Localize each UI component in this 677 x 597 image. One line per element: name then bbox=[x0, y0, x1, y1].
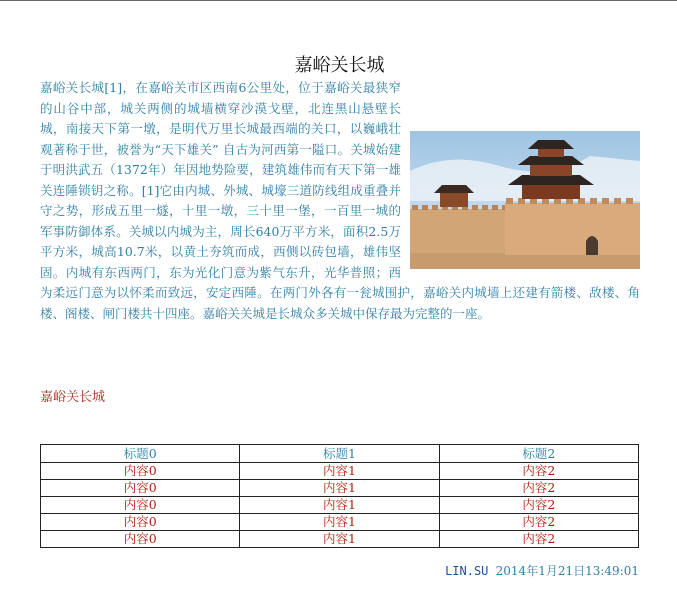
table-cell: 内容0 bbox=[41, 497, 240, 514]
table-row bbox=[41, 480, 639, 497]
content-table bbox=[40, 444, 639, 548]
column-header: 标题1 bbox=[240, 445, 439, 463]
table-cell: 内容0 bbox=[41, 463, 240, 480]
timestamp: 2014年1月21日13:49:01 bbox=[495, 564, 639, 578]
table-cell: 内容0 bbox=[41, 480, 240, 497]
table-cell: 内容2 bbox=[439, 463, 638, 480]
fortress-photo-icon bbox=[410, 131, 640, 269]
table-cell: 内容1 bbox=[240, 480, 439, 497]
table-row bbox=[41, 531, 639, 548]
table-row bbox=[41, 514, 639, 531]
table-row bbox=[41, 497, 639, 514]
table-cell: 内容1 bbox=[240, 463, 439, 480]
table-cell: 内容1 bbox=[240, 514, 439, 531]
section-subtitle: 嘉峪关长城 bbox=[40, 390, 106, 405]
table-cell: 内容2 bbox=[439, 514, 638, 531]
page-title: 嘉峪关长城 bbox=[294, 55, 385, 76]
table-cell: 内容2 bbox=[439, 497, 638, 514]
table-cell: 内容0 bbox=[41, 514, 240, 531]
table-row bbox=[41, 463, 639, 480]
author-name: LIN.SU bbox=[445, 564, 489, 578]
table-cell: 内容1 bbox=[240, 497, 439, 514]
table-header-row bbox=[41, 445, 639, 463]
column-header: 标题0 bbox=[41, 445, 240, 463]
article-body bbox=[40, 78, 640, 324]
table-cell: 内容2 bbox=[439, 531, 638, 548]
footer-signature bbox=[445, 562, 639, 579]
top-divider bbox=[0, 0, 677, 1]
column-header: 标题2 bbox=[439, 445, 638, 463]
intro-text: 嘉峪关长城[1]，在嘉峪关市区西南6公里处，位于嘉峪关最狭窄的山谷中部，城关两侧的城墙横穿沙漠戈壁，北连黑山悬壁长城，南接天下第一墩，是明代万里长城最西端的关口，以巍峨壮观著称于世，被誉为“天下雄关” 自古为河西第一隘口。关城始建于明洪武五（1372年）年因地势险要，建筑雄伟而有天下第一雄关连陲锁钥之称。[1]它由内城、外城、城壕三道防线组成重叠并守之势，形成五里一燧，十里一墩，三十里一堡，一百里一城的军事防御体系。关城以内城为主，周长640万平方米，面积2.5万平方米，城高10.7米，以黄土夯筑而成，西侧以砖包墙，雄伟坚固。内城有东西两门，东为光化门意为紫气东升，光华普照；西为柔远门意为以怀柔而致远，安定西陲。在两门外各有一瓮城围护，嘉峪关内城墙上还建有箭楼、敌楼、角楼、阁楼、闸门楼共十四座。嘉峪关关城是长城众多关城中保存最为完整的一座。 bbox=[40, 80, 640, 321]
table-cell: 内容1 bbox=[240, 531, 439, 548]
table-cell: 内容2 bbox=[439, 480, 638, 497]
table-cell: 内容0 bbox=[41, 531, 240, 548]
